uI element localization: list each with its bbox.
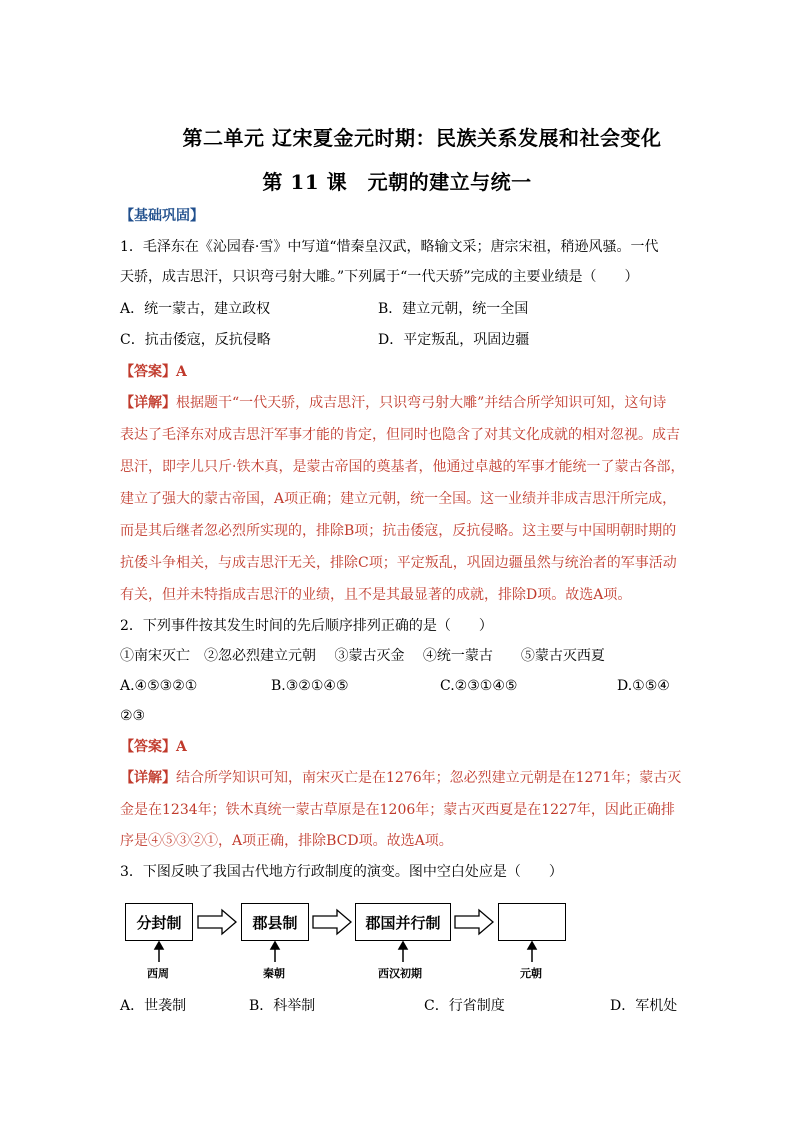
q2-stem: 2．下列事件按其发生时间的先后顺序排列正确的是（ ） <box>120 618 493 634</box>
q1-stem-line1: 1．毛泽东在《沁园春·雪》中写道“惜秦皇汉武，略输文采；唐宗宋祖，稍逊风骚。一代 <box>120 239 659 255</box>
q2-detail-line: 金是在1234年；铁木真统一蒙古草原是在1206年；蒙古灭西夏是在1227年，因此正确排 <box>120 802 675 818</box>
q1-detail-line: 思汗，即孛儿只斤·铁木真，是蒙古帝国的奠基者，他通过卓越的军事才能统一了蒙古各部， <box>120 459 685 475</box>
unit-title: 第二单元 辽宋夏金元时期：民族关系发展和社会变化 <box>182 126 662 150</box>
q3-option-a[interactable]: A．世袭制 <box>120 998 187 1014</box>
diagram-label-yuan: 元朝 <box>520 967 542 980</box>
q2-detail-line: 【详解】结合所学知识可知，南宋灭亡是在1276年；忽必烈建立元朝是在1271年；蒙古灭 <box>120 770 682 786</box>
lesson-title: 第 11 课 元朝的建立与统一 <box>262 170 532 194</box>
up-arrow-icon <box>271 942 279 949</box>
q2-option-a[interactable]: A.④⑤③②① <box>120 678 198 694</box>
q1-option-c[interactable]: C．抗击倭寇，反抗侵略 <box>120 332 271 348</box>
block-arrow-icon <box>313 910 351 934</box>
q2-detail-label: 【详解】 <box>120 770 176 786</box>
up-arrow-icon <box>155 942 163 949</box>
q1-detail-line: 表达了毛泽东对成吉思汗军事才能的肯定，但同时也隐含了对其文化成就的相对忽视。成吉 <box>120 427 680 443</box>
q2-answer-label: 【答案】 <box>120 739 176 755</box>
up-arrow-icon <box>399 942 407 949</box>
q2-answer-value: A <box>176 739 187 755</box>
section-heading: 【基础巩固】 <box>120 208 204 224</box>
q2-detail-line: 序是④⑤③②①，A项正确，排除BCD项。故选A项。 <box>120 833 453 849</box>
q1-answer <box>120 362 187 382</box>
diagram-label-xizhou: 西周 <box>147 967 169 980</box>
q2-option-c[interactable]: C.②③①④⑤ <box>440 678 518 694</box>
q2-answer <box>120 737 187 757</box>
diagram-box-blank <box>498 903 566 941</box>
q3-option-c[interactable]: C．行省制度 <box>424 998 505 1014</box>
q1-detail-line: 而是其后继者忽必烈所实现的，排除B项；抗击倭寇，反抗侵略。这主要与中国明朝时期的 <box>120 523 677 539</box>
q2-option-b[interactable]: B.③②①④⑤ <box>271 678 349 694</box>
q1-answer-label: 【答案】 <box>120 364 176 380</box>
q2-option-d[interactable]: D.①⑤④ <box>617 678 670 694</box>
diagram-label-qin: 秦朝 <box>263 967 285 980</box>
diagram-box-junxian: 郡县制 <box>241 903 309 941</box>
q2-option-d-continued: ②③ <box>120 708 146 724</box>
q1-option-a[interactable]: A．统一蒙古，建立政权 <box>120 301 271 317</box>
q1-option-d[interactable]: D．平定叛乱，巩固边疆 <box>378 332 530 348</box>
up-arrow-icon <box>528 942 536 949</box>
diagram-label-xihan: 西汉初期 <box>378 967 422 980</box>
block-arrow-icon <box>198 910 236 934</box>
q3-option-d[interactable]: D．军机处 <box>610 998 678 1014</box>
q1-stem-line2: 天骄，成吉思汗，只识弯弓射大雕。”下列属于“一代天骄”完成的主要业绩是（ ） <box>120 269 639 285</box>
q2-events: ①南宋灭亡 ②忽必烈建立元朝 ③蒙古灭金 ④统一蒙古 ⑤蒙古灭西夏 <box>120 648 605 664</box>
diagram-box-junguo: 郡国并行制 <box>355 903 451 941</box>
q3-stem: 3．下图反映了我国古代地方行政制度的演变。图中空白处应是（ ） <box>120 864 563 880</box>
diagram-box-fengjian: 分封制 <box>125 903 193 941</box>
block-arrow-icon <box>455 910 493 934</box>
q3-option-b[interactable]: B．科举制 <box>249 998 316 1014</box>
q1-detail-line: 【详解】根据题干“一代天骄，成吉思汗，只识弯弓射大雕”并结合所学知识可知，这句诗 <box>120 395 667 411</box>
q1-option-b[interactable]: B．建立元朝，统一全国 <box>378 301 529 317</box>
q1-detail-line: 有关，但并未特指成吉思汗的业绩，且不是其最显著的成就，排除D项。故选A项。 <box>120 587 632 603</box>
q1-detail-line: 抗倭斗争相关，与成吉思汗无关，排除C项；平定叛乱，巩固边疆虽然与统治者的军事活动 <box>120 555 677 571</box>
q1-detail-label: 【详解】 <box>120 395 176 411</box>
q1-answer-value: A <box>176 364 187 380</box>
q1-detail-line: 建立了强大的蒙古帝国，A项正确；建立元朝，统一全国。这一业绩并非成吉思汗所完成， <box>120 491 677 507</box>
